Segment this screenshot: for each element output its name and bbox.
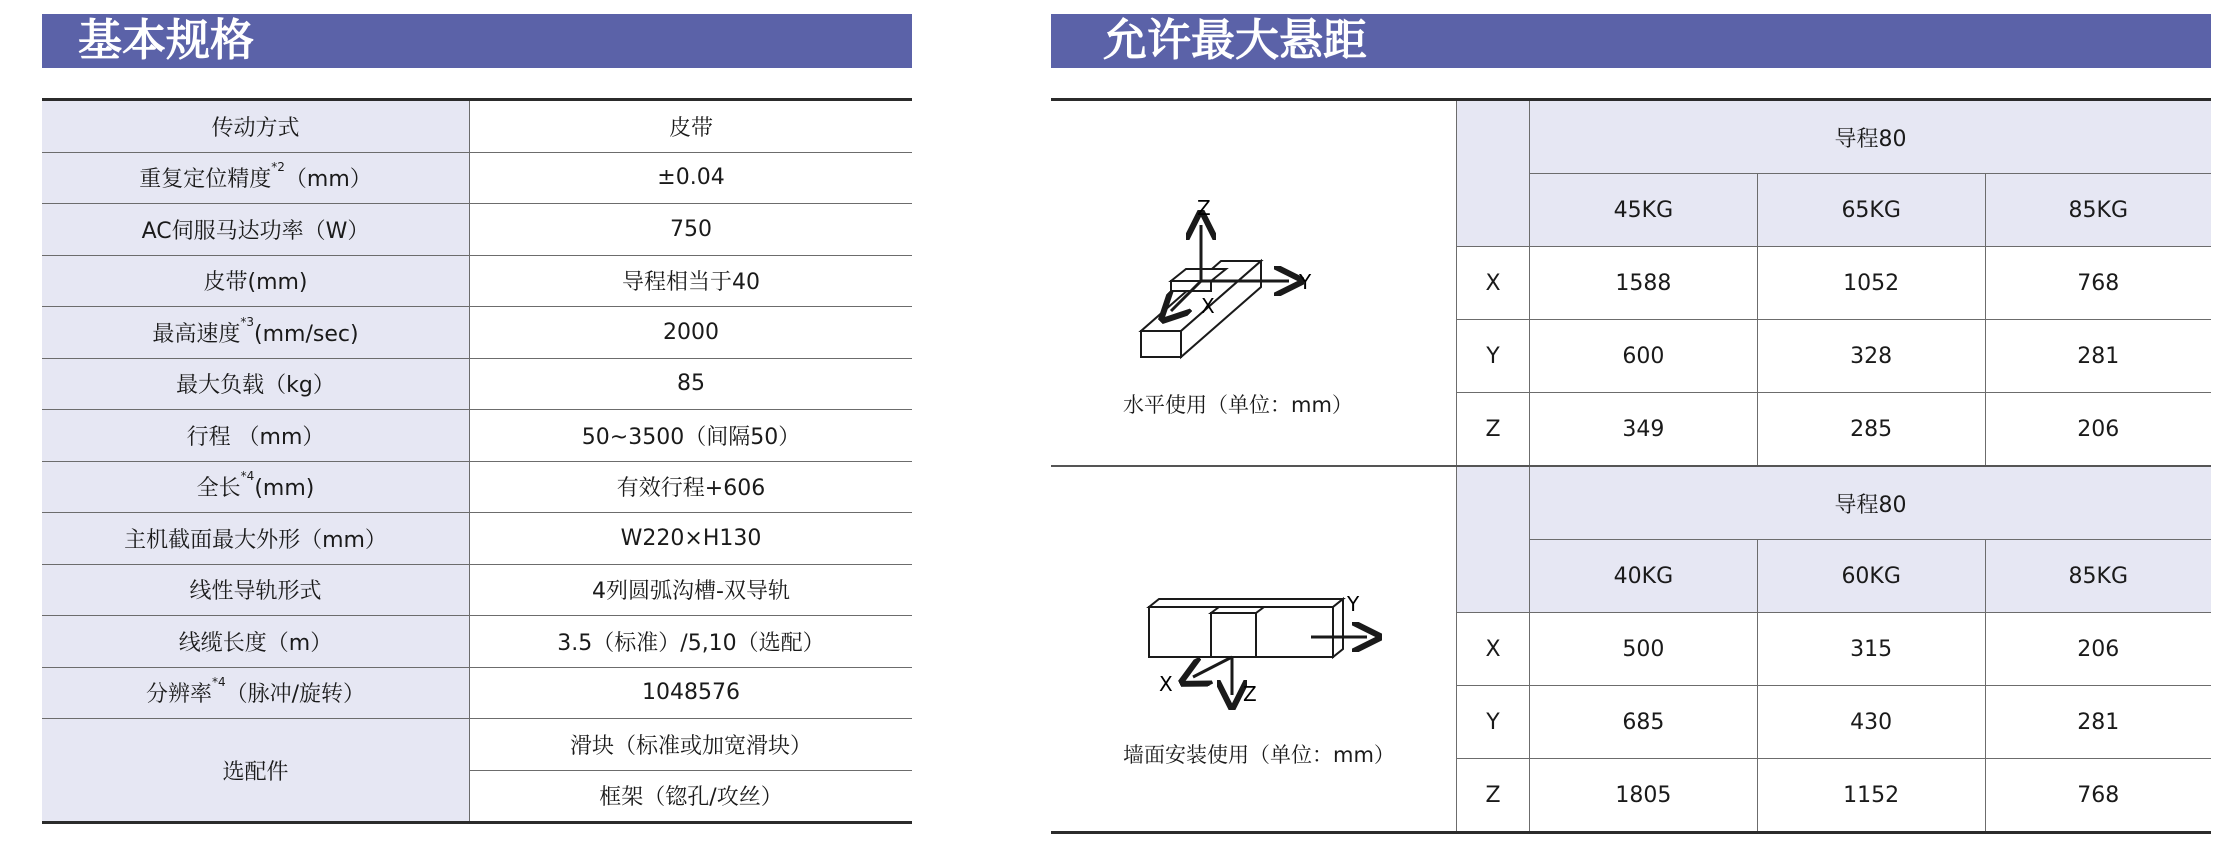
axis-y-label: Y [1347,592,1360,616]
spec-label: AC伺服马达功率（W） [42,204,470,256]
spec-value: 1048576 [470,667,913,719]
overhang-value: 281 [1985,686,2211,759]
lead-header: 导程80 [1530,466,2212,540]
spec-row [42,564,912,616]
spec-row [42,358,912,410]
overhang-value: 430 [1757,686,1985,759]
footnote-mark: *2 [271,160,285,175]
axis-label: Z [1457,759,1530,833]
spec-label: 传动方式 [42,100,470,153]
overhang-value: 206 [1985,613,2211,686]
horizontal-diagram [1051,101,1456,462]
load-header: 65KG [1757,174,1985,247]
horizontal-diagram-cell [1051,100,1457,467]
axis-header [1457,466,1530,613]
spec-value: 导程相当于40 [470,255,913,307]
overhang-value: 768 [1985,247,2211,320]
wall-axis-icon [1051,467,1456,767]
axis-x-label: X [1201,294,1215,318]
option-value: 滑块（标准或加宽滑块） [470,719,913,771]
axis-z-label: Z [1197,196,1211,220]
spec-value: 4列圆弧沟槽-双导轨 [470,564,913,616]
axis-x-label: X [1159,672,1173,696]
spec-label-text: 分辨率 [145,682,212,708]
lead-header: 导程80 [1530,100,2212,174]
footnote-mark: *4 [211,675,226,690]
load-header: 85KG [1985,174,2211,247]
axis-label: Y [1457,686,1530,759]
spec-row [42,307,912,359]
spec-label [42,461,470,513]
spec-label: 皮带(mm) [42,255,470,307]
overhang-lead-row [1051,466,2211,540]
axis-label: Z [1457,393,1530,467]
load-header: 85KG [1985,540,2211,613]
overhang-value: 328 [1757,320,1985,393]
axis-label: X [1457,613,1530,686]
spec-value: ±0.04 [470,152,913,204]
spec-label [42,152,470,204]
spec-label [42,307,470,359]
axis-z-label: Z [1243,682,1257,706]
spec-row [42,667,912,719]
overhang-value: 1588 [1530,247,1758,320]
spec-row [42,513,912,565]
spec-label-text: 全长 [196,476,241,502]
load-header: 45KG [1530,174,1758,247]
spec-value: 皮带 [470,100,913,153]
spec-label: 线性导轨形式 [42,564,470,616]
wall-diagram [1051,467,1456,828]
overhang-value: 315 [1757,613,1985,686]
spec-value: 3.5（标准）/5,10（选配） [470,616,913,668]
spec-row [42,616,912,668]
overhang-value: 500 [1530,613,1758,686]
overhang-value: 1152 [1757,759,1985,833]
wall-caption: 墙面安装使用（单位：mm） [1123,743,1395,767]
options-label: 选配件 [42,719,470,823]
spec-label [42,667,470,719]
spec-value: 2000 [470,307,913,359]
spec-label-unit: (mm/sec) [254,321,359,347]
axis-header [1457,100,1530,247]
overhang-value: 285 [1757,393,1985,467]
spec-label-text: 最高速度 [152,321,241,347]
spec-row [42,461,912,513]
axis-label: X [1457,247,1530,320]
spec-row [42,410,912,462]
specs-title: 基本规格 [42,14,912,68]
spec-label: 行程 （mm） [42,410,470,462]
spec-row [42,255,912,307]
spec-label-unit: (mm) [254,476,315,502]
overhang-value: 1805 [1530,759,1758,833]
spec-row [42,100,912,153]
overhang-lead-row [1051,100,2211,174]
spec-value: 85 [470,358,913,410]
spec-label-text: 重复定位精度 [139,167,272,193]
specs-table [42,98,912,824]
wall-diagram-cell [1051,466,1457,833]
spec-row [42,152,912,204]
axis-y-label: Y [1299,270,1312,294]
horizontal-axis-icon [1051,101,1456,401]
overhang-title: 允许最大悬距 [1051,14,2211,68]
axis-label: Y [1457,320,1530,393]
load-header: 40KG [1530,540,1758,613]
spec-label: 主机截面最大外形（mm） [42,513,470,565]
spec-value: 750 [470,204,913,256]
horizontal-caption: 水平使用（单位：mm） [1123,393,1353,417]
overhang-value: 768 [1985,759,2211,833]
spec-value: 50~3500（间隔50） [470,410,913,462]
spec-value: W220×H130 [470,513,913,565]
overhang-value: 206 [1985,393,2211,467]
overhang-value: 1052 [1757,247,1985,320]
overhang-value: 600 [1530,320,1758,393]
overhang-value: 281 [1985,320,2211,393]
spec-row [42,204,912,256]
spec-label: 线缆长度（m） [42,616,470,668]
spec-value: 有效行程+606 [470,461,913,513]
overhang-table [1051,98,2211,834]
spec-label-unit: （脉冲/旋转） [225,682,366,708]
spec-label-unit: （mm） [284,167,372,193]
spec-label: 最大负载（kg） [42,358,470,410]
option-value: 框架（锪孔/攻丝） [470,770,913,823]
footnote-mark: *3 [240,314,255,329]
spec-row [42,719,912,771]
footnote-mark: *4 [240,469,255,484]
load-header: 60KG [1757,540,1985,613]
overhang-value: 349 [1530,393,1758,467]
overhang-value: 685 [1530,686,1758,759]
